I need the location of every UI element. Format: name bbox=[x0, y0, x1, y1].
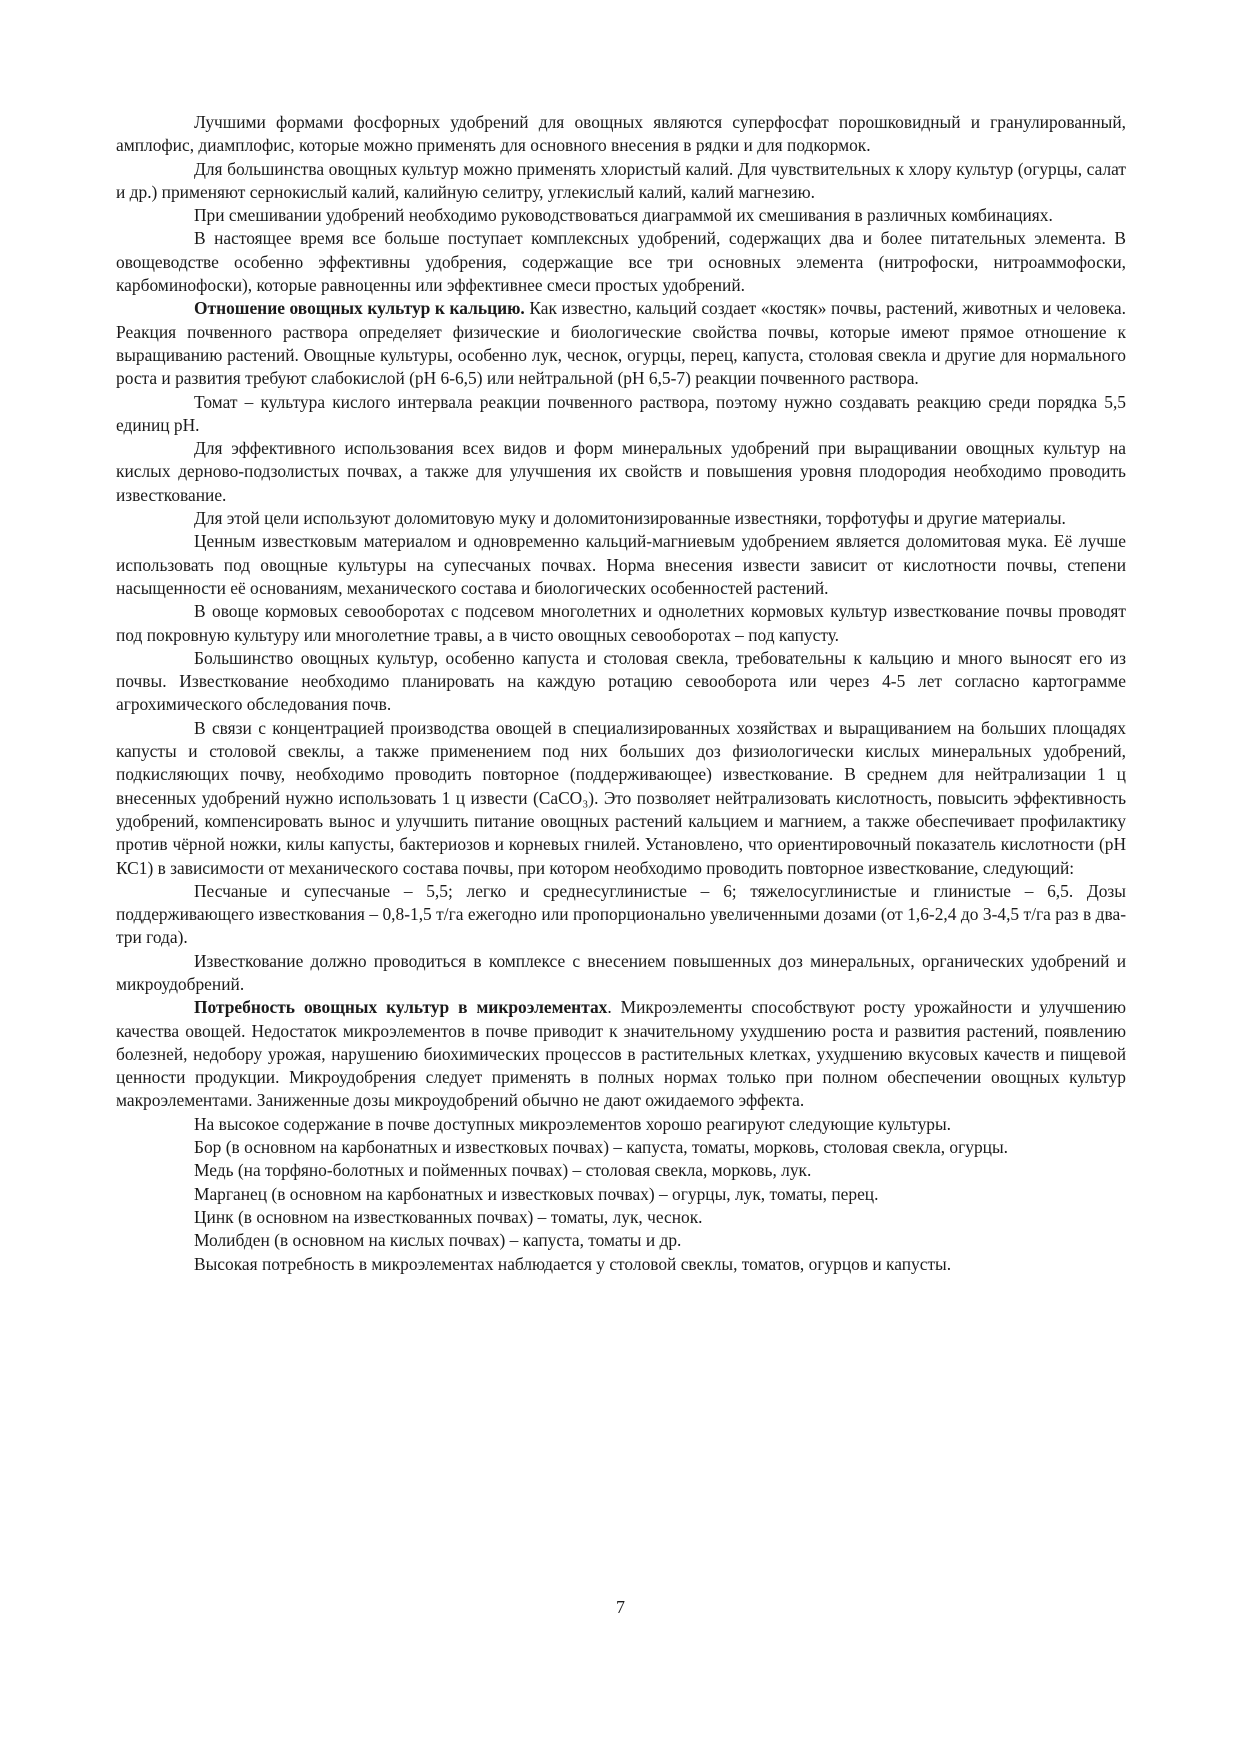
section-heading: Потребность овощных культур в микроэлементах bbox=[194, 997, 608, 1018]
paragraph: На высокое содержание в почве доступных микроэлементов хорошо реагируют следующие культуры. bbox=[194, 1113, 952, 1134]
paragraph: В связи с концентрацией производства овощей в специализированных хозяйствах и выращиванием на больших площадях капусты и столовой свеклы, а также применением под них больших доз физиологически кислых минеральных удобрений, подкисляющих почву, необходимо проводить повторное (поддерживающее) известкование. В среднем для нейтрализации 1 ц внесенных удобрений нужно использовать 1 ц извести (CaCO₃). Это позволяет нейтрализовать кислотность, повысить эффективность удобрений, компенсировать вынос и улучшить питание овощных растений кальцием и магнием, а также обеспечивает профилактику против чёрной ножки, килы капусты, бактериозов и корневых гнилей. Установлено, что ориентировочный показатель кислотности (рН КС1) в зависимости от механического состава почвы, при котором необходимо проводить повторное известкование, следующий: bbox=[116, 717, 1126, 878]
paragraph: Высокая потребность в микроэлементах наблюдается у столовой свеклы, томатов, огурцов и капусты. bbox=[194, 1253, 952, 1274]
paragraph: Лучшими формами фосфорных удобрений для овощных являются суперфосфат порошковидный и гранулированный, амплофис, диамплофис, которые можно применять для основного внесения в рядки и для подкормок. bbox=[116, 112, 1126, 156]
paragraph: В овоще кормовых севооборотах с подсевом многолетних и однолетних кормовых культур известкование почвы проводят под покровную культуру или многолетние травы, а в чисто овощных севооборотах – под капусту. bbox=[116, 601, 1126, 645]
paragraph: Медь (на торфяно-болотных и пойменных почвах) – столовая свекла, морковь, лук. bbox=[194, 1160, 812, 1181]
paragraph: Для этой цели используют доломитовую муку и доломитонизированные известняки, торфотуфы и другие материалы. bbox=[194, 508, 1066, 529]
paragraph: Большинство овощных культур, особенно капуста и столовая свекла, требовательны к кальцию и много выносят его из почвы. Известкование необходимо планировать на каждую ротацию севооборота или через 4-5 лет согласно картограмме агрохимического обследования почв. bbox=[116, 647, 1126, 715]
paragraph: Бор (в основном на карбонатных и известковых почвах) – капуста, томаты, морковь, столовая свекла, огурцы. bbox=[194, 1137, 1008, 1158]
page-number: 7 bbox=[616, 1597, 625, 1617]
paragraph: Для большинства овощных культур можно применять хлористый калий. Для чувствительных к хлору культур (огурцы, салат и др.) применяют сернокислый калий, калийную селитру, углекислый калий, калий магнезию. bbox=[116, 158, 1126, 202]
paragraph: Молибден (в основном на кислых почвах) – капуста, томаты и др. bbox=[194, 1230, 682, 1251]
paragraph: Для эффективного использования всех видов и форм минеральных удобрений при выращивании овощных культур на кислых дерново-подзолистых почвах, а также для улучшения их свойств и повышения уровня плодородия необходимо проводить известкование. bbox=[116, 438, 1126, 505]
paragraph: В настоящее время все больше поступает комплексных удобрений, содержащих два и более питательных элемента. В овощеводстве особенно эффективны удобрения, содержащие все три основных элемента (нитрофоски, нитроаммофоски, карбоминофоски), которые равноценны или эффективнее смеси простых удобрений. bbox=[116, 228, 1126, 296]
section-heading: Отношение овощных культур к кальцию. bbox=[194, 298, 525, 319]
paragraph: Цинк (в основном на известкованных почвах) – томаты, лук, чеснок. bbox=[194, 1206, 703, 1227]
paragraph: Отношение овощных культур к кальцию. Как известно, кальций создает «костяк» почвы, растений, животных и человека. Реакция почвенного раствора определяет физические и биологические свойства почвы, которые имеют прямое отношение к выращиванию растений. Овощные культуры, особенно лук, чеснок, огурцы, перец, капуста, столовая свекла и другие для нормального роста и развития требуют слабокислой (рН 6-6,5) или нейтральной (рН 6,5-7) реакции почвенного раствора. bbox=[116, 298, 1126, 389]
paragraph: Потребность овощных культур в микроэлементах. Микроэлементы способствуют росту урожайности и улучшению качества овощей. Недостаток микроэлементов в почве приводит к значительному ухудшению роста и развития растений, появлению болезней, недобору урожая, нарушению биохимических процессов в растительных клетках, ухудшению вкусовых качеств и пищевой ценности продукции. Микроудобрения следует применять в полных нормах только при полном обеспечении овощных культур макроэлементами. Заниженные дозы микроудобрений обычно не дают ожидаемого эффекта. bbox=[116, 997, 1126, 1111]
paragraph: Известкование должно проводиться в комплексе с внесением повышенных доз минеральных, органических удобрений и микроудобрений. bbox=[116, 950, 1126, 994]
paragraph: При смешивании удобрений необходимо руководствоваться диаграммой их смешивания в различных комбинациях. bbox=[194, 205, 1053, 226]
paragraph: Ценным известковым материалом и одновременно кальций-магниевым удобрением является доломитовая мука. Её лучше использовать под овощные культуры на супесчаных почвах. Норма внесения извести зависит от кислотности почвы, степени насыщенности её основаниям, механического состава и биологических особенностей растений. bbox=[116, 531, 1126, 598]
body-text bbox=[116, 111, 1126, 1276]
paragraph: Марганец (в основном на карбонатных и известковых почвах) – огурцы, лук, томаты, перец. bbox=[194, 1183, 879, 1204]
paragraph: Томат – культура кислого интервала реакции почвенного раствора, поэтому нужно создавать реакцию среди порядка 5,5 единиц рН. bbox=[116, 391, 1126, 435]
paragraph: Песчаные и супесчаные – 5,5; легко и среднесуглинистые – 6; тяжелосуглинистые и глинистые – 6,5. Дозы поддерживающего известкования – 0,8-1,5 т/га ежегодно или пропорционально увеличенными дозами (от 1,6-2,4 до 3-4,5 т/га раз в два-три года). bbox=[116, 880, 1126, 948]
